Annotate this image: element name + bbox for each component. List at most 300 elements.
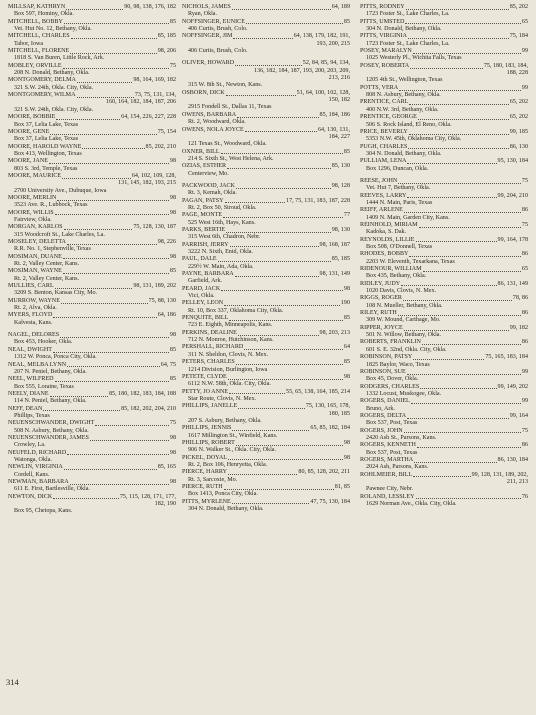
entry-pages: 98 xyxy=(343,373,350,380)
entry-heading xyxy=(360,339,528,346)
entry-pages-continued: 184, 227 xyxy=(328,133,350,140)
entry-address: 207 N. Peniel, Bethany, Okla. xyxy=(14,368,87,375)
entry-heading xyxy=(182,90,350,97)
entry-name: MOBLEY, ORVILLE xyxy=(8,62,62,69)
leader-dots xyxy=(64,469,157,470)
leader-dots xyxy=(413,476,470,477)
entry-heading xyxy=(182,403,350,410)
entry-name: PRENTICE, CARL xyxy=(360,99,409,106)
entry-heading xyxy=(182,300,350,307)
entry-heading xyxy=(8,283,176,290)
entry-address: 3222 N. Sixth, Enid, Okla. xyxy=(188,249,253,255)
entry-pages: 64 xyxy=(343,344,350,351)
entry-name: MOORE, JANE xyxy=(8,158,48,165)
entry-name: PAGAN, PATSY xyxy=(182,197,224,204)
entry-heading xyxy=(360,413,528,420)
entry-address: 611 E. First, Bartlesville, Okla. xyxy=(14,486,90,493)
entry-heading xyxy=(8,224,176,231)
entry-pages: 64, 138, 179, 182, 191, xyxy=(293,33,350,40)
entry-heading xyxy=(182,425,350,432)
leader-dots xyxy=(232,9,331,10)
entry-address: 1025 Westerly Pl., Wichita Falls, Texas xyxy=(366,55,462,62)
entry-address: 1723 Foster St., Lake Charles, La. xyxy=(366,11,450,18)
entry-heading xyxy=(182,212,350,219)
leader-dots xyxy=(398,315,521,316)
entry-heading xyxy=(8,129,176,136)
entry-heading xyxy=(360,99,528,106)
entry-address: 311 N. Sheldon, Clovis, N. Mex. xyxy=(188,351,269,358)
entry-address: Vici, Okla. xyxy=(188,293,215,300)
entry-heading xyxy=(182,227,350,234)
entry-heading xyxy=(360,251,528,258)
entry-address: 1818 S. Van Buren, Little Rock, Ark. xyxy=(14,55,105,62)
entry-heading xyxy=(360,354,528,361)
entry-name: ROLAND, LESSLEY xyxy=(360,493,415,500)
leader-dots xyxy=(407,197,496,198)
entry-pages: 99, 128, 131, 189, 202, xyxy=(471,471,528,478)
leader-dots xyxy=(224,489,334,490)
directory-entry xyxy=(8,450,176,465)
entry-pages-continued: 211, 213 xyxy=(506,479,528,485)
directory-entry xyxy=(8,376,176,391)
entry-name: PELLEY, LEON xyxy=(182,300,224,307)
directory-entry xyxy=(360,48,528,63)
entry-pages: 98 xyxy=(169,194,176,201)
entry-name: OWENS, BARBARA xyxy=(182,111,237,118)
entry-heading xyxy=(8,48,176,55)
entry-pages: 75, 130, 165, 178, xyxy=(305,403,350,410)
entry-pages-continued: 160, 164, 182, 184, 187, 206 xyxy=(105,99,176,106)
entry-name: OXNER, BILL xyxy=(182,148,220,155)
leader-dots xyxy=(225,202,285,203)
directory-entry xyxy=(8,435,176,450)
entry-pages: 75 xyxy=(521,177,528,184)
entry-pages: 64, 154, 226, 227, 228 xyxy=(121,114,176,121)
entry-address: Tabor, Iowa xyxy=(14,40,44,47)
entry-name: MOORE, MERLIN xyxy=(8,194,57,201)
entry-address: Rt. 2, Valley Center, Kans. xyxy=(14,275,79,282)
directory-entry xyxy=(360,339,528,354)
entry-heading xyxy=(8,19,176,26)
entry-heading xyxy=(182,183,350,190)
leader-dots xyxy=(244,349,343,350)
entry-address: 315 W. 8th St., Newton, Kans. xyxy=(188,82,263,89)
entry-pages: 76 xyxy=(521,493,528,500)
entry-heading xyxy=(182,127,350,134)
entry-name: MILLSAP, KATHRYN xyxy=(8,4,66,10)
entry-name: REINHOLD, MIRIAM xyxy=(360,221,418,228)
entry-address: Box 1413, Ponca City, Okla. xyxy=(188,491,258,498)
leader-dots xyxy=(413,53,521,54)
entry-address: Rt. 10, Box 337, Oklahoma City, Okla. xyxy=(188,307,284,314)
entry-name: PIERCE, HARRY xyxy=(182,469,228,476)
entry-heading xyxy=(360,19,528,26)
leader-dots xyxy=(229,320,343,321)
leader-dots xyxy=(82,148,144,149)
directory-entry xyxy=(182,4,350,19)
entry-name: MOORE, MAURICE xyxy=(8,172,62,179)
entry-heading xyxy=(360,129,528,136)
entry-pages: 85 xyxy=(343,148,350,155)
entry-name: POSEY, ROBERTA xyxy=(360,62,410,69)
leader-dots xyxy=(60,337,169,338)
entry-heading xyxy=(182,374,350,381)
directory-entry xyxy=(182,227,350,242)
leader-dots xyxy=(245,131,317,132)
entry-heading xyxy=(360,207,528,214)
entry-pages: 75, 184 xyxy=(509,33,528,40)
leader-dots xyxy=(63,258,169,259)
leader-dots xyxy=(422,344,521,345)
entry-address: 108 N. Mueller, Bethany, Okla. xyxy=(366,302,443,309)
directory-entry xyxy=(182,469,350,484)
entry-heading xyxy=(360,494,528,501)
leader-dots xyxy=(71,38,157,39)
entry-name: MURROW, WAYNE xyxy=(8,297,60,304)
entry-heading xyxy=(8,33,176,40)
leader-dots xyxy=(221,290,343,291)
entry-address: 3523 Ave. R., Lubbock, Texas xyxy=(14,202,88,209)
entry-pages: 98 xyxy=(169,479,176,485)
entry-pages: 75, 165, 183, 184 xyxy=(485,354,528,361)
entry-address: Box 413, Wellington, Texas xyxy=(14,150,82,157)
leader-dots xyxy=(53,498,119,499)
directory-entry xyxy=(182,127,350,149)
leader-dots xyxy=(246,23,343,24)
entry-address: Vet. Hut 7, Bethany, Okla. xyxy=(366,185,431,192)
directory-entry xyxy=(360,384,528,399)
entry-address: 304 N. Donald, Bethany, Okla. xyxy=(366,26,442,33)
column-3 xyxy=(360,4,528,508)
entry-heading xyxy=(8,347,176,354)
entry-heading xyxy=(8,362,176,369)
entry-pages: 99, 164, 178 xyxy=(497,236,528,243)
entry-pages: 98 xyxy=(169,434,176,441)
entry-name: OZIAS, ESTHER xyxy=(182,163,227,170)
entry-name: MOORE, HAROLD WAYNE xyxy=(8,143,82,150)
directory-entry xyxy=(360,494,528,509)
directory-entry xyxy=(182,242,350,257)
entry-address: Rt. 3, Sarcoxie, Mo. xyxy=(188,476,238,483)
entry-name: PARKS, BERTIE xyxy=(182,226,226,233)
directory-entry xyxy=(8,254,176,269)
entry-heading xyxy=(360,442,528,449)
entry-pages: 99, 164 xyxy=(509,412,528,419)
leader-dots xyxy=(236,445,343,446)
directory-entry xyxy=(360,222,528,237)
entry-address: Bruno, Ark. xyxy=(366,405,395,412)
leader-dots xyxy=(226,232,331,233)
entry-name: RIDENOUR, WILLIAM xyxy=(360,266,422,273)
entry-address: Star Route, Clovis, N. Mex. xyxy=(188,395,257,402)
entry-heading xyxy=(360,384,528,391)
entry-address: 1723 Foster St., Lake Charles, La. xyxy=(366,40,450,47)
entry-name: RODGERS, CHARLES xyxy=(360,383,420,390)
entry-pages-continued: 136, 182, 184, 187, 193, 200, 203, 209, xyxy=(254,67,350,74)
leader-dots xyxy=(236,188,331,189)
leader-dots xyxy=(233,38,292,39)
entry-name: ROBINSON, SUE xyxy=(360,368,406,375)
entry-pages: 98, 131, 189, 202 xyxy=(133,283,176,290)
entry-heading xyxy=(360,428,528,435)
directory-entry xyxy=(182,19,350,34)
entry-pages: 98 xyxy=(343,285,350,292)
leader-dots xyxy=(235,276,319,277)
leader-dots xyxy=(77,97,134,98)
entry-pages: 98 xyxy=(169,253,176,260)
entry-address: 601 S. E. 32nd, Okla. City, Okla. xyxy=(366,346,447,353)
entry-address: Kadoka, S. Dak. xyxy=(366,229,407,236)
directory-entry xyxy=(8,283,176,298)
entry-heading xyxy=(182,198,350,205)
entry-address: 1332 Locust, Muskogee, Okla. xyxy=(366,390,442,397)
entry-address: Rt. 3, Kemah, Okla. xyxy=(188,190,237,197)
entry-name: PULLIAM, LENA xyxy=(360,158,407,165)
entry-address: 506 S. Rock Island, El Reno, Okla. xyxy=(366,121,452,128)
leader-dots xyxy=(398,183,521,184)
entry-address: Rt. 2, Valley Center, Kans. xyxy=(14,261,79,268)
entry-address: 315 West 6th, Chadron, Nebr. xyxy=(188,234,261,241)
entry-heading xyxy=(8,254,176,261)
entry-address: 1629 Norman Ave., Okla. City, Okla. xyxy=(366,501,457,508)
entry-name: RIGGS, ROGER xyxy=(360,295,402,302)
entry-pages: 75, 115, 128, 171, 177, xyxy=(119,493,176,500)
directory-entry xyxy=(8,92,176,114)
leader-dots xyxy=(70,53,156,54)
entry-address: 406 Curtis, Brush, Colo. xyxy=(188,26,248,33)
entry-heading xyxy=(8,114,176,121)
entry-name: PACKWOOD, JACK xyxy=(182,182,235,189)
entry-name: NEWTON, DICK xyxy=(8,493,53,500)
directory-entry xyxy=(360,193,528,208)
directory-entry xyxy=(182,112,350,127)
entry-heading xyxy=(8,406,176,413)
entry-pages: 86 xyxy=(521,442,528,449)
entry-pages: 64, 130, 131, xyxy=(318,126,350,133)
entry-name: POSEY, MARALYN xyxy=(360,48,412,55)
leader-dots xyxy=(227,168,331,169)
entry-name: NOFFSINGER, EUNICE xyxy=(182,18,245,25)
entry-address: Box 435, Bethany, Okla. xyxy=(366,273,427,280)
leader-dots xyxy=(416,498,521,499)
leader-dots xyxy=(61,303,148,304)
entry-name: PICKEL, DOYAL xyxy=(182,454,228,461)
entry-name: ROGERS, DANIEL xyxy=(360,398,410,405)
leader-dots xyxy=(90,440,169,441)
entry-pages: 52, 84, 85, 94, 134, xyxy=(302,60,350,67)
leader-dots xyxy=(403,300,512,301)
directory-entry xyxy=(182,425,350,440)
entry-pages: 98, 131, 149 xyxy=(319,271,350,278)
entry-address: 2420 Ash St., Parsons, Kans. xyxy=(366,434,437,441)
entry-address: Crowley, La. xyxy=(14,442,46,449)
entry-address: Pawnee City, Nebr. xyxy=(366,486,413,493)
entry-address: Rt. 2, Box 106, Henryetta, Okla. xyxy=(188,461,268,468)
entry-address: Box 453, Hooker, Okla. xyxy=(14,339,73,346)
entry-address: 315 Woodcroft St., Lake Charles, La. xyxy=(14,231,105,238)
directory-entry xyxy=(182,499,350,514)
entry-heading xyxy=(8,4,176,11)
directory-entry xyxy=(8,19,176,34)
directory-entry xyxy=(8,362,176,377)
leader-dots xyxy=(232,430,309,431)
entry-heading xyxy=(8,435,176,442)
directory-entry xyxy=(8,312,176,327)
entry-name: ROGERS, KENNETH xyxy=(360,442,416,449)
directory-entry xyxy=(8,173,176,195)
entry-name: PHILLIPS, JANELLE xyxy=(182,403,238,410)
entry-name: OLIVER, HOWARD xyxy=(182,60,235,67)
entry-heading xyxy=(8,479,176,486)
directory-entry xyxy=(360,398,528,413)
entry-address: Phillips, Texas xyxy=(14,412,50,419)
directory-entry xyxy=(360,237,528,252)
entry-name: OWENS, NOLA JOYCE xyxy=(182,126,244,133)
entry-address: 1409 N. Main, Garden City, Kans. xyxy=(366,214,450,221)
entry-pages: 85, 185 xyxy=(157,33,176,40)
directory-entry xyxy=(182,315,350,330)
entry-heading xyxy=(360,310,528,317)
entry-name: MITCHELL, FLORENE xyxy=(8,48,70,55)
entry-heading xyxy=(182,60,350,67)
leader-dots xyxy=(53,317,156,318)
entry-pages: 99, 149, 202 xyxy=(497,383,528,390)
column-1 xyxy=(8,4,176,516)
entry-pages: 85, 130 xyxy=(331,163,350,170)
directory-entry xyxy=(360,114,528,129)
entry-address: Box 555, Loraine, Texas xyxy=(14,383,74,390)
directory-entry xyxy=(8,4,176,19)
leader-dots xyxy=(43,410,120,411)
leader-dots xyxy=(55,214,169,215)
entry-name: MITCHELL, CHARLES xyxy=(8,33,70,40)
entry-pages: 98 xyxy=(169,332,176,339)
entry-name: REYNOLDS, LILLIE xyxy=(360,236,415,243)
directory-entry xyxy=(8,406,176,421)
entry-address: Rt. 2, Box 50, Stroud, Okla. xyxy=(188,204,257,211)
entry-pages: 90, 98, 138, 176, 182 xyxy=(124,4,176,10)
entry-pages: 85 xyxy=(343,359,350,366)
entry-pages: 51, 64, 100, 102, 128, xyxy=(296,89,350,96)
entry-address: 906 N. Walker St., Okla. City, Okla. xyxy=(188,447,277,454)
entry-heading xyxy=(182,4,350,11)
entry-address: 304 N. Donald, Bethany, Okla. xyxy=(366,150,442,157)
entry-heading xyxy=(8,450,176,457)
entry-address: 803 S. 3rd, Temple, Texas xyxy=(14,165,78,172)
entry-pages: 86, 131, 149 xyxy=(497,280,528,287)
entry-name: PITTS, VIRGINIA xyxy=(360,33,407,40)
entry-name: PERSHALL, RICHARD xyxy=(182,344,244,351)
directory-entry xyxy=(8,63,176,78)
entry-address: Kalvesta, Kans. xyxy=(14,319,53,326)
entry-pages: 98, 226 xyxy=(157,239,176,245)
entry-heading xyxy=(360,85,528,92)
entry-heading xyxy=(360,472,528,479)
entry-address: 1617 Millington St., Winfield, Kans. xyxy=(188,432,278,439)
directory-entry xyxy=(182,440,350,455)
entry-pages: 85 xyxy=(343,18,350,25)
directory-entry xyxy=(8,195,176,210)
entry-address: Box 537, Post, Texas xyxy=(366,449,418,456)
directory-entry xyxy=(360,85,528,100)
directory-entry xyxy=(182,149,350,164)
entry-pages-continued: 131, 145, 182, 193, 215 xyxy=(118,180,176,187)
entry-name: NAGEL, DELORES xyxy=(8,332,60,339)
leader-dots xyxy=(409,104,508,105)
directory-entry xyxy=(360,4,528,19)
directory-entry xyxy=(8,347,176,362)
directory-entry xyxy=(8,114,176,129)
leader-dots xyxy=(63,273,169,274)
entry-pages: 98, 203, 213 xyxy=(319,329,350,336)
entry-heading xyxy=(182,499,350,506)
entry-address: Rt. 2, Woodward, Okla. xyxy=(188,119,246,126)
entry-name: PUGH, CHARLES xyxy=(360,143,408,150)
entry-pages: 86, 130 xyxy=(509,143,528,150)
entry-name: MOORE, WILLIS xyxy=(8,209,54,216)
entry-name: ROHLMEIER, BILL xyxy=(360,471,413,478)
entry-pages: 85, 180, 182, 183, 184, 188 xyxy=(108,390,176,397)
entry-name: MOSIMAN, WAYNE xyxy=(8,268,62,275)
entry-heading xyxy=(360,144,528,151)
entry-name: RHODES, BOBBY xyxy=(360,251,409,258)
entry-pages-continued: 182, 190 xyxy=(154,501,176,508)
entry-pages: 86 xyxy=(521,339,528,346)
entry-address: 309 W. Mound, Carthage, Mo. xyxy=(366,317,441,324)
entry-name: ROBINSON, PATSY xyxy=(360,354,413,361)
entry-name: ROBERTS, FRANKLIN xyxy=(360,339,421,346)
entry-address: 121 Texas St., Woodward, Okla. xyxy=(188,141,267,148)
entry-name: PRICE, BEVERLY xyxy=(360,128,408,135)
directory-entry xyxy=(182,344,350,359)
leader-dots xyxy=(95,425,169,426)
entry-heading xyxy=(360,295,528,302)
entry-address: Centerview, Mo. xyxy=(188,170,229,177)
column-2 xyxy=(182,4,350,513)
leader-dots xyxy=(224,305,340,306)
leader-dots xyxy=(408,148,508,149)
entry-heading xyxy=(8,298,176,305)
entry-pages: 85, 165 xyxy=(157,464,176,471)
entry-heading xyxy=(8,494,176,501)
entry-name: NOFFSINGER, JIM xyxy=(182,33,233,40)
leader-dots xyxy=(67,244,157,245)
directory-entry xyxy=(8,332,176,347)
entry-pages: 99, 182 xyxy=(509,324,528,331)
entry-name: PETERS, CHARLES xyxy=(182,359,235,366)
entry-name: MORGAN, KARLOS xyxy=(8,224,63,231)
entry-pages: 65, 202 xyxy=(509,114,528,121)
entry-address: 214 S. Sixth St., West Helena, Ark. xyxy=(188,155,274,162)
entry-heading xyxy=(360,4,528,11)
entry-heading xyxy=(182,330,350,337)
directory-entry xyxy=(8,158,176,173)
entry-address: 1444 N. Main, Paris, Texas xyxy=(366,199,433,206)
entry-address: 1825 Baylor, Waco, Texas xyxy=(366,361,430,368)
entry-heading xyxy=(360,48,528,55)
entry-pages: 75, 128, 130, 187 xyxy=(133,224,176,231)
entry-pages: 98, 130 xyxy=(331,226,350,233)
entry-heading xyxy=(182,440,350,447)
directory-entry xyxy=(182,60,350,89)
entry-pages: 65, 202 xyxy=(509,99,528,106)
entry-pages: 55, 65, 138, 164, 185, 214 xyxy=(286,388,350,395)
directory-entry xyxy=(360,428,528,443)
leader-dots xyxy=(411,403,521,404)
directory-entry xyxy=(360,266,528,281)
directory-entry xyxy=(8,239,176,254)
entry-address: Fairview, Okla. xyxy=(14,216,52,223)
